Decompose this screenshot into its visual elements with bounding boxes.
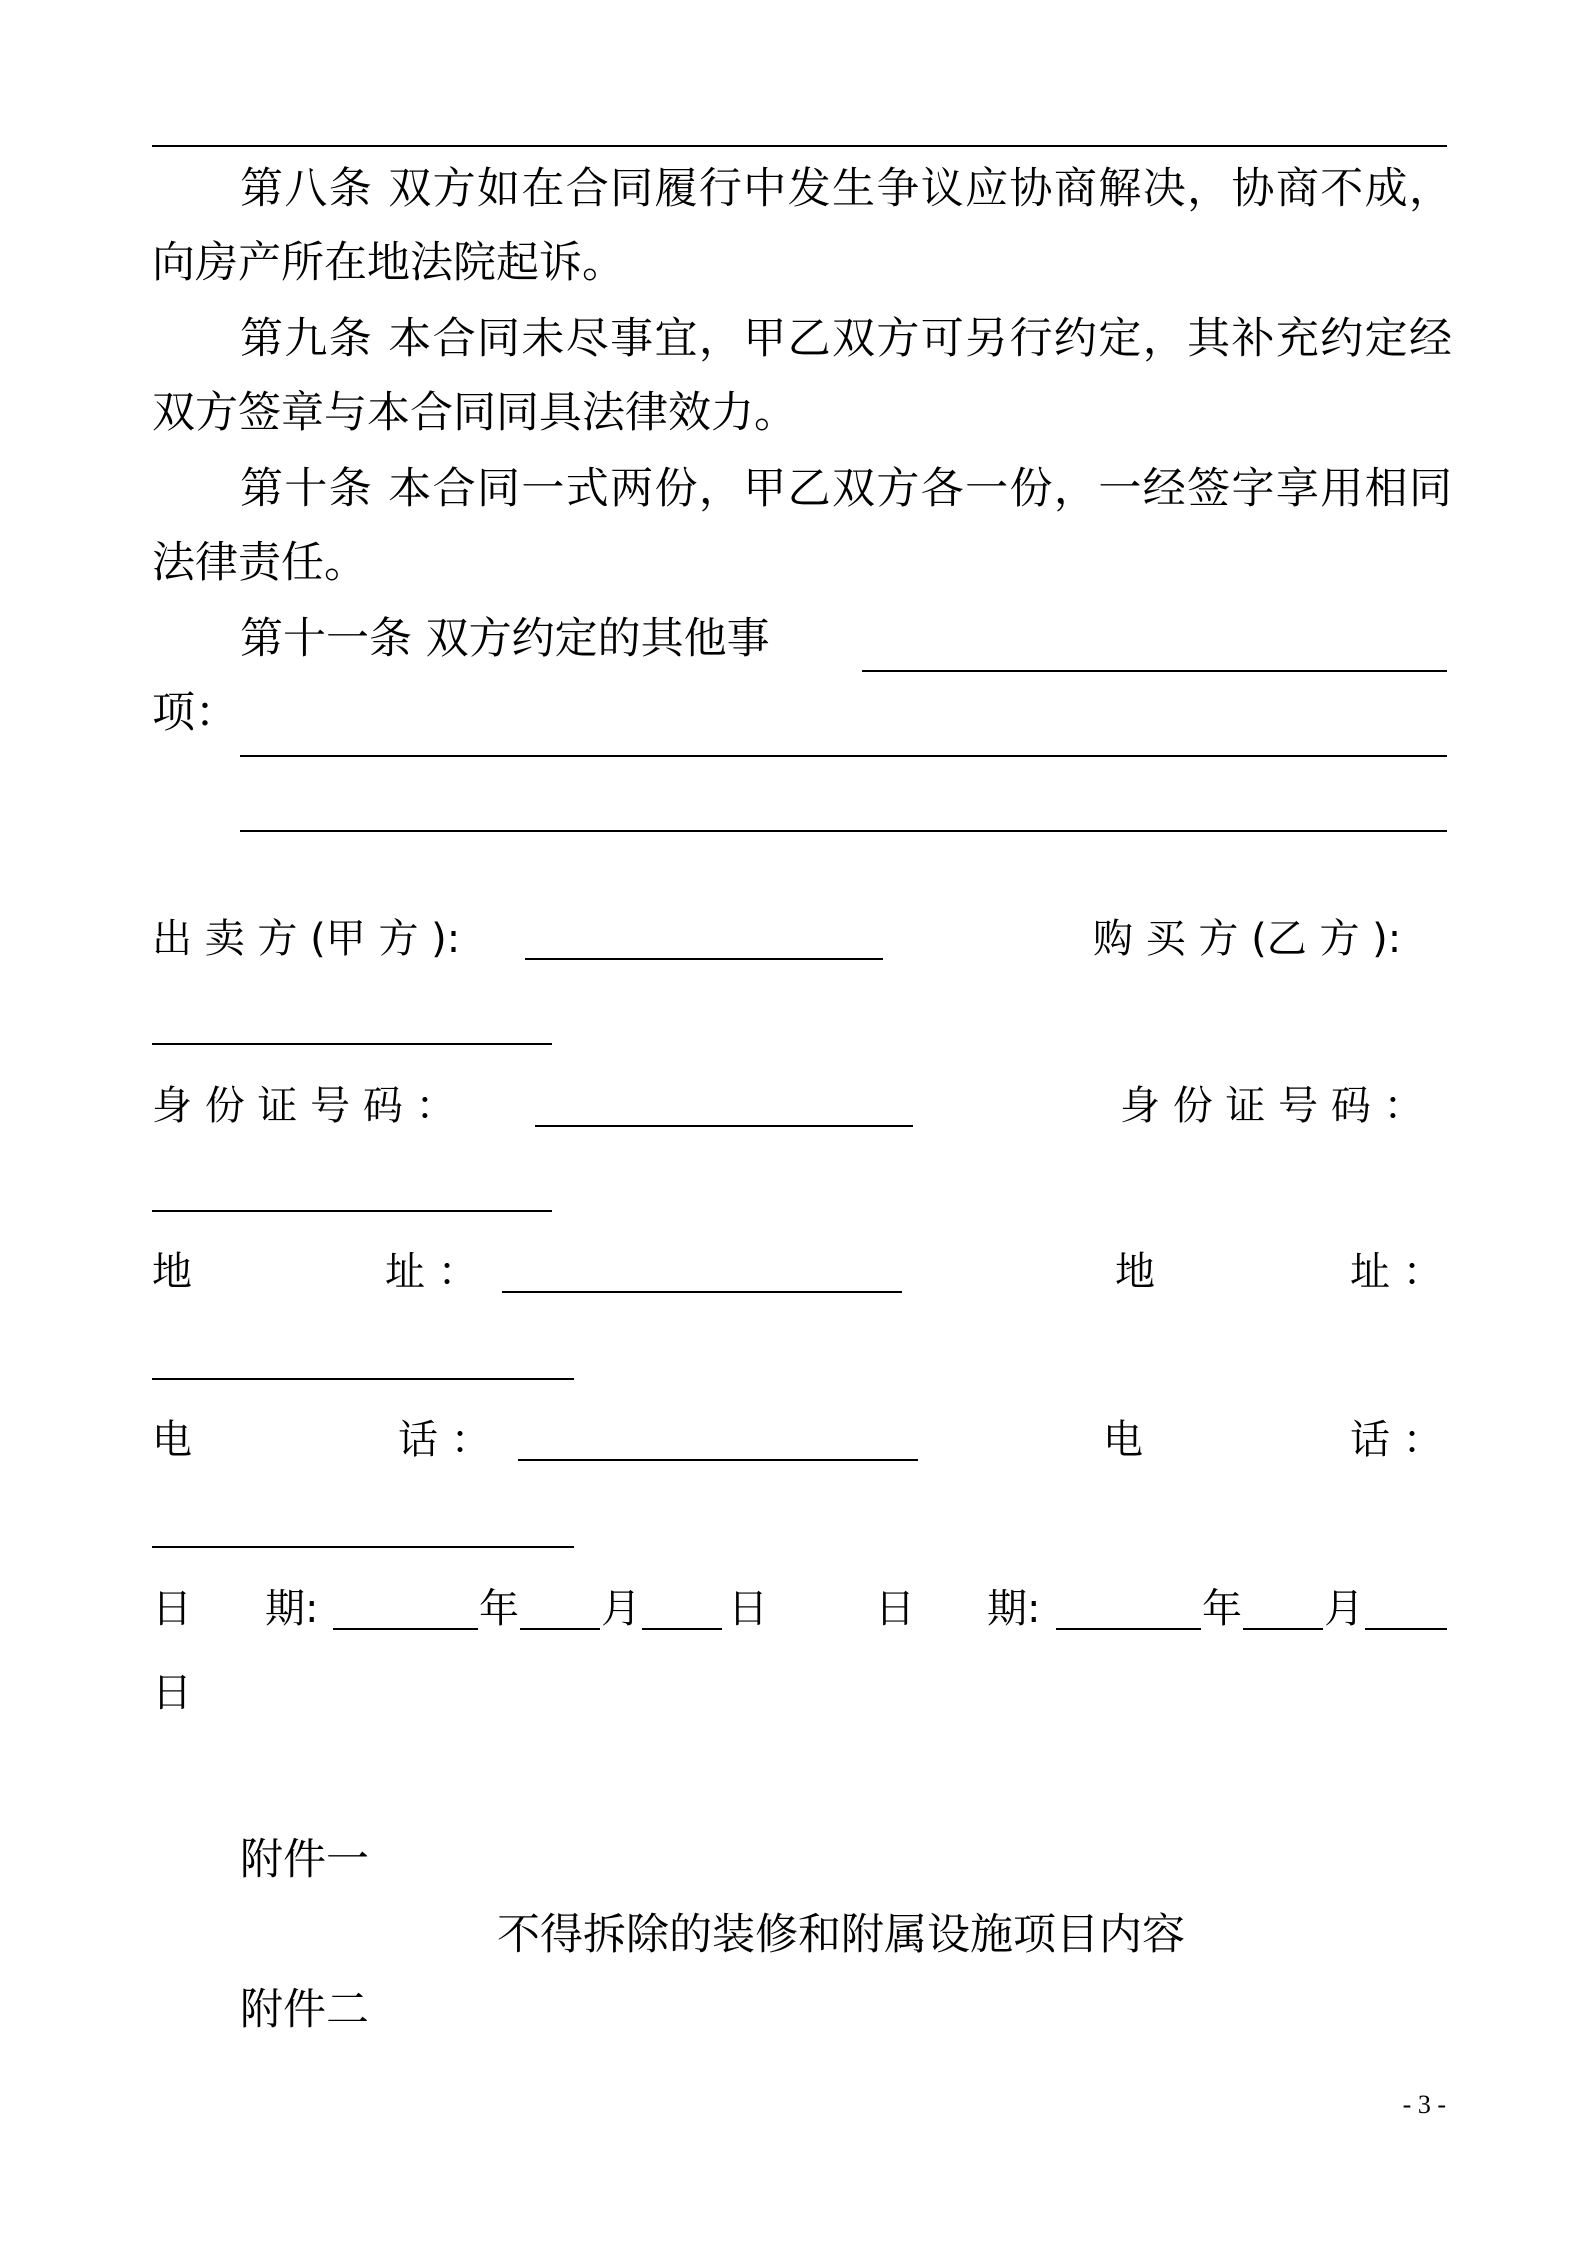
seller-id-label: 身 份 证 号 码 ： [152,1083,456,1129]
seller-phone-label-2: 话 ： [398,1417,491,1463]
buyer-date-label-1: 日 [875,1586,915,1632]
buyer-date-month-unit: 月 [1324,1586,1364,1632]
seller-address-field[interactable] [502,1291,902,1293]
seller-date-month-unit: 月 [601,1586,641,1632]
seller-date-year-field[interactable] [333,1628,478,1630]
attachment-1-heading: 附件一 [240,1835,369,1885]
seller-date-month-field[interactable] [520,1628,600,1630]
article-11: 第十一条 双方约定的其他事项： [152,614,770,738]
other-matters-line-3[interactable] [240,830,1447,832]
buyer-label: 购 买 方 (乙 方 ): [1093,916,1402,962]
buyer-address-field[interactable] [152,1378,574,1380]
buyer-id-field[interactable] [152,1210,552,1212]
seller-date-label-2: 期: [265,1586,319,1632]
article-8: 第八条 双方如在合同履行中发生争议应协商解决，协商不成，向房产所在地法院起诉。 [152,164,1452,288]
seller-address-label-1: 地 [152,1249,192,1295]
buyer-date-year-unit: 年 [1202,1586,1242,1632]
buyer-phone-label-2: 话 ： [1350,1417,1443,1463]
seller-id-field[interactable] [535,1125,913,1127]
other-matters-line-2[interactable] [240,755,1447,757]
buyer-address-label-2: 址 ： [1350,1249,1443,1295]
buyer-name-field[interactable] [152,1043,552,1045]
buyer-phone-label-1: 电 [1103,1417,1143,1463]
buyer-date-year-field[interactable] [1056,1628,1201,1630]
buyer-address-label-1: 地 [1115,1249,1155,1295]
seller-label: 出 卖 方 (甲 方 ): [152,916,461,962]
seller-date-year-unit: 年 [479,1586,519,1632]
attachment-1-title: 不得拆除的装修和附属设施项目内容 [497,1910,1185,1960]
seller-date-day-field[interactable] [642,1628,722,1630]
article-10: 第十条 本合同一式两份，甲乙双方各一份，一经签字享用相同法律责任。 [152,464,1452,588]
seller-date-day-unit: 日 [728,1586,768,1632]
buyer-date-day-field[interactable] [1365,1628,1447,1630]
buyer-date-month-field[interactable] [1243,1628,1323,1630]
attachment-2-heading: 附件二 [240,1985,369,2035]
page-number: - 3 - [1402,2090,1446,2119]
seller-date-label-1: 日 [152,1586,192,1632]
header-rule [152,145,1447,147]
seller-name-field[interactable] [525,958,883,960]
buyer-date-label-2: 期: [987,1586,1041,1632]
seller-phone-field[interactable] [518,1459,918,1461]
buyer-date-day-unit: 日 [152,1670,192,1716]
seller-phone-label-1: 电 [152,1417,192,1463]
buyer-id-label: 身 份 证 号 码 ： [1120,1083,1424,1129]
seller-address-label-2: 址 ： [385,1249,478,1295]
article-9: 第九条 本合同未尽事宜，甲乙双方可另行约定，其补充约定经双方签章与本合同同具法律效力。 [152,314,1452,438]
buyer-phone-field[interactable] [152,1546,574,1548]
other-matters-line-1[interactable] [862,670,1447,672]
